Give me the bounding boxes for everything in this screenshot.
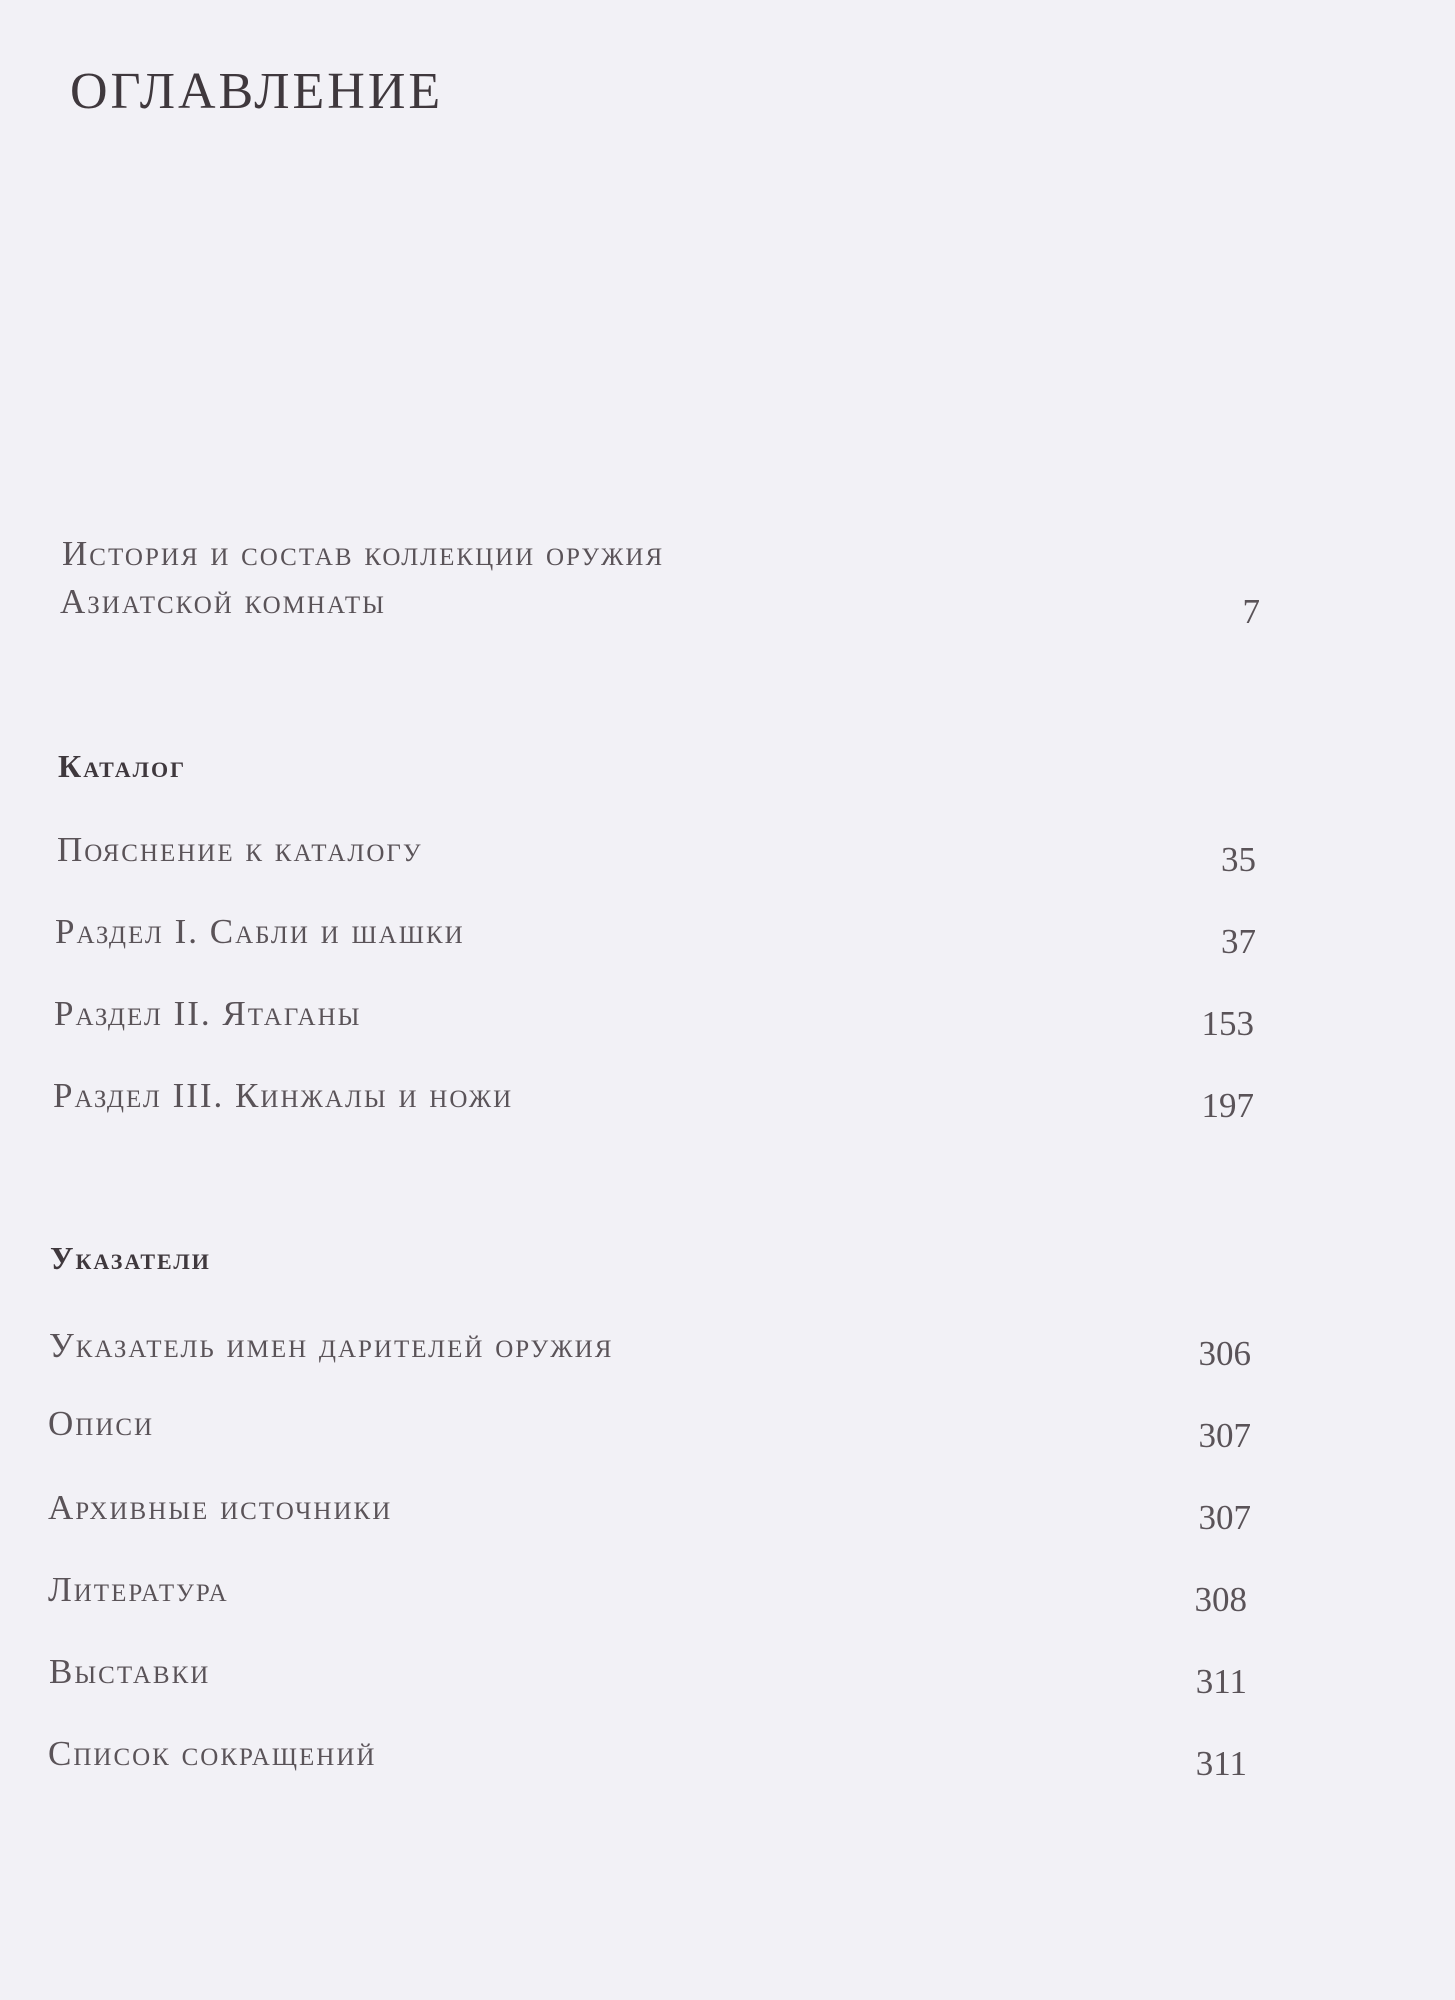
toc-entry-label: История и состав коллекции оружия	[62, 534, 665, 573]
toc-entry-page: 306	[1198, 1334, 1251, 1373]
section-heading-indexes: Указатели	[50, 1240, 211, 1276]
toc-entry-page: 7	[1242, 592, 1260, 631]
toc-entry-page: 197	[1201, 1086, 1254, 1125]
toc-entry-label: Азиатской комнаты	[60, 582, 386, 621]
page-title: ОГЛАВЛЕНИЕ	[70, 63, 444, 120]
toc-entry-label: Раздел III. Кинжалы и ножи	[53, 1076, 514, 1115]
toc-entry-page: 307	[1198, 1498, 1251, 1537]
toc-entry-label: Указатель имен дарителей оружия	[49, 1326, 614, 1365]
section-heading-catalog: Каталог	[58, 748, 187, 784]
toc-entry-page: 311	[1195, 1744, 1247, 1783]
toc-entry-page: 153	[1201, 1004, 1254, 1043]
toc-entry-label: Пояснение к каталогу	[57, 830, 423, 869]
toc-entry-label: Описи	[48, 1404, 155, 1443]
toc-entry-page: 311	[1195, 1662, 1247, 1701]
toc-entry-label: Выставки	[49, 1652, 211, 1691]
toc-entry-label: Раздел I. Сабли и шашки	[55, 912, 465, 951]
toc-entry-page: 308	[1194, 1580, 1247, 1619]
toc-entry-label: Архивные источники	[48, 1488, 393, 1527]
toc-entry-label: Литература	[48, 1570, 229, 1609]
toc-entry-page: 307	[1198, 1416, 1251, 1455]
toc-entry-label: Раздел II. Ятаганы	[54, 994, 362, 1033]
toc-entry-page: 37	[1221, 922, 1256, 961]
toc-entry-page: 35	[1221, 840, 1256, 879]
toc-entry-label: Список сокращений	[48, 1734, 377, 1773]
